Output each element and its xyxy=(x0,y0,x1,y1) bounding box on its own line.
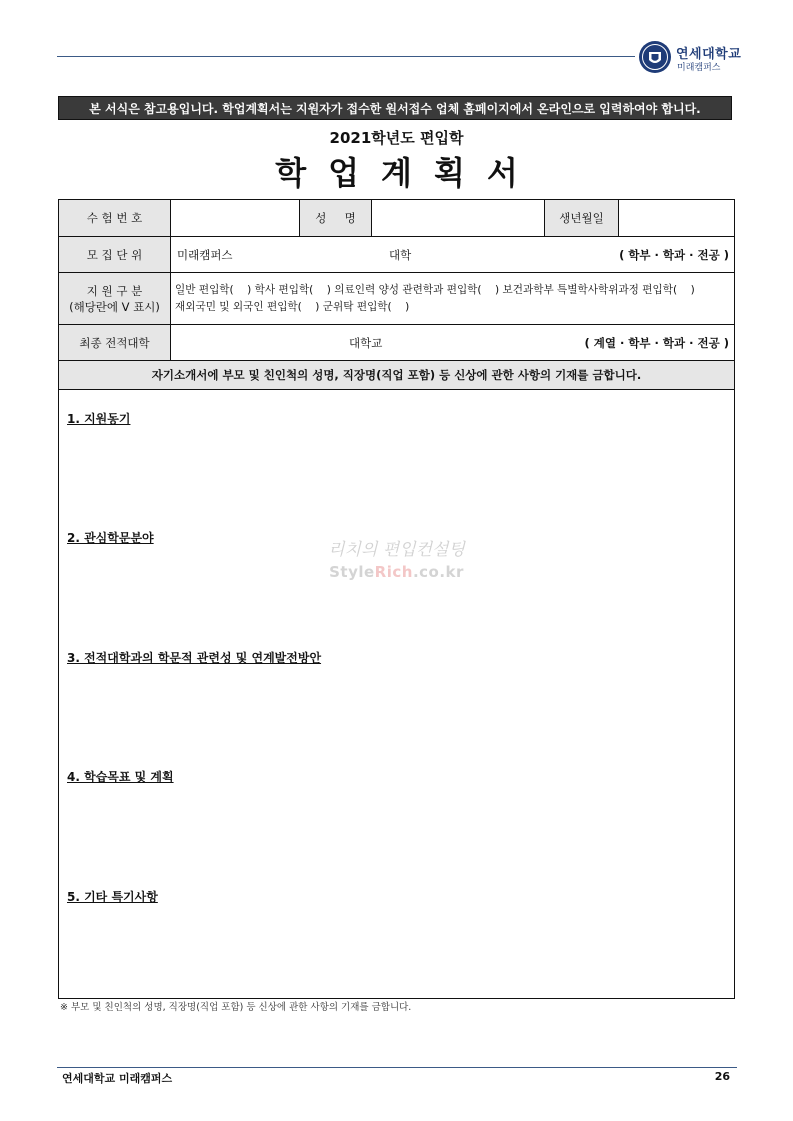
page-number: 26 xyxy=(714,1070,730,1083)
university-seal-icon xyxy=(638,40,672,74)
row-divider xyxy=(59,389,734,390)
watermark-domain: .co.kr xyxy=(412,563,464,581)
recruit-department: ( 학부 · 학과 · 전공 ) xyxy=(619,247,729,262)
name-field[interactable] xyxy=(372,201,543,235)
application-form xyxy=(58,199,735,999)
document-title: 학업계획서 xyxy=(275,154,540,192)
footer-institution: 연세대학교 미래캠퍼스 xyxy=(62,1072,173,1085)
footnote: ※ 부모 및 친인척의 성명, 직장명(직업 포함) 등 신상에 관한 사항의 기재를 금합니다. xyxy=(60,1002,412,1013)
apply-type-options-line2: 재외국민 및 외국인 편입학( ) 군위탁 편입학( ) xyxy=(175,300,410,313)
logo-title: 연세대학교 xyxy=(676,47,742,62)
birthdate-label: 생년월일 xyxy=(545,200,618,236)
section-heading-other: 5. 기타 특기사항 xyxy=(67,890,158,904)
watermark-style: Style xyxy=(329,563,375,581)
notice-banner: 본 서식은 참고용입니다. 학업계획서는 지원자가 접수한 원서접수 업체 홈페이지에서 온라인으로 입력하여야 합니다. xyxy=(58,96,732,120)
apply-type-label-hint: (해당란에 V 표시) xyxy=(69,299,160,314)
birthdate-field[interactable] xyxy=(619,201,733,235)
section-heading-interest: 2. 관심학문분야 xyxy=(67,531,154,545)
year-title: 2021학년도 편입학 xyxy=(329,129,464,147)
watermark-rich: Rich xyxy=(374,563,413,581)
section-heading-relevance: 3. 전적대학과의 학문적 관련성 및 연계발전방안 xyxy=(67,651,322,665)
exam-number-field[interactable] xyxy=(171,201,298,235)
watermark-line2 xyxy=(0,563,793,581)
previous-school-label: 최종 전적대학 xyxy=(59,325,170,360)
watermark xyxy=(0,535,793,581)
apply-type-options[interactable] xyxy=(175,273,733,324)
recruit-college: 대학 xyxy=(389,247,412,262)
university-logo xyxy=(638,38,793,78)
recruit-unit-label: 모 집 단 위 xyxy=(59,237,170,272)
apply-type-label-main: 지 원 구 분 xyxy=(86,283,143,298)
exam-number-label: 수 험 번 호 xyxy=(59,200,170,236)
previous-university: 대학교 xyxy=(349,335,383,350)
header-rule xyxy=(57,56,635,57)
apply-type-label xyxy=(59,273,170,324)
privacy-warning: 자기소개서에 부모 및 친인척의 성명, 직장명(직업 포함) 등 신상에 관한 사항의 기재를 금합니다. xyxy=(59,361,734,389)
watermark-line1: 리치의 편입컨설팅 xyxy=(328,540,465,560)
logo-subtitle: 미래캠퍼스 xyxy=(677,63,721,73)
section-heading-motivation: 1. 지원동기 xyxy=(67,412,131,426)
footer-rule xyxy=(57,1067,737,1068)
section-heading-study-plan: 4. 학습목표 및 계획 xyxy=(67,770,174,784)
previous-department: ( 계열 · 학부 · 학과 · 전공 ) xyxy=(584,335,729,350)
recruit-campus: 미래캠퍼스 xyxy=(177,247,233,262)
apply-type-options-line1: 일반 편입학( ) 학사 편입학( ) 의료인력 양성 관련학과 편입학( ) 보건과학부 특별학사학위과정 편입학( ) xyxy=(175,283,695,296)
name-label: 성 명 xyxy=(300,200,371,236)
